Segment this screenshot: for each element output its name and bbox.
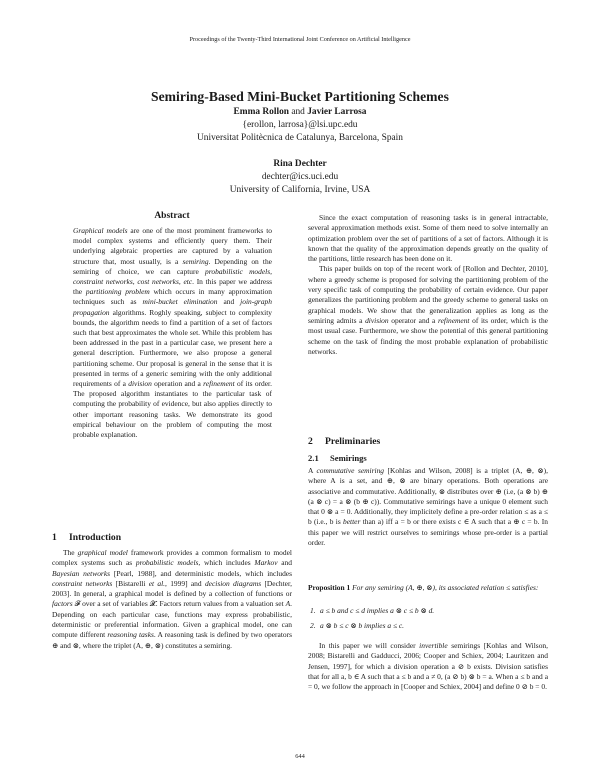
right-text: In this paper we will consider	[319, 641, 420, 650]
author-email-1: {erollon, larrosa}@lsi.upc.edu	[242, 120, 358, 130]
section-heading-preliminaries	[308, 436, 380, 447]
proposition-text: For any semiring (A, ⊕, ⊗), its associated relation ≤ satisfies:	[350, 583, 539, 592]
abstract-text: which occurs in many approximation techniques such as	[73, 287, 272, 307]
abstract-text: operation and a	[151, 379, 204, 389]
abstract-em: division	[128, 379, 152, 389]
author-larrosa: Javier Larrosa	[307, 107, 367, 117]
abstract-em: semiring	[182, 256, 209, 266]
author-email-2: dechter@ics.uci.edu	[261, 172, 339, 182]
right-text: This paper builds on top of the recent work of [Rollon and Dechter, 2010], where a greedy scheme is proposed for solving the partitioning problem of the very specific task of computing the probability of certain evidence. Our paper generalizes the partitioning problem and the greedy scheme to general tasks on graphical models. We show that the generalization applies as long as the semiring admits a	[308, 264, 548, 325]
paper-title: Semiring-Based Mini-Bucket Partitioning Schemes	[150, 89, 449, 104]
abstract-em: Graphical models	[73, 226, 128, 235]
abstract-text: and	[217, 297, 241, 307]
item-label: 1.	[310, 606, 316, 615]
proposition-item-2	[308, 621, 548, 631]
abstract-em: mini-bucket elimination	[142, 297, 218, 307]
intro-text: and	[277, 558, 292, 568]
author-conjunction: and	[291, 107, 305, 117]
intro-em: constraint networks	[52, 578, 113, 588]
section-title: Introduction	[69, 532, 122, 543]
subsection-number: 2.1	[308, 453, 319, 463]
abstract-em: refinement	[203, 379, 235, 389]
abstract-text: . In this paper we address the	[73, 277, 273, 297]
section-title: Preliminaries	[325, 436, 381, 447]
intro-text: . A reasoning task is defined by two operators ⊕ and ⊗, where the triplet (A, ⊕, ⊗) constitutes a semiring.	[52, 630, 292, 650]
subsection-title: Semirings	[330, 453, 367, 463]
abstract-em: partitioning problem	[85, 287, 150, 297]
section-number: 2	[308, 436, 313, 447]
proposition-label: Proposition 1	[308, 583, 351, 592]
proposition-item-1	[308, 606, 548, 616]
intro-em: Markov	[254, 558, 278, 568]
intro-em: decision diagrams	[204, 578, 262, 588]
intro-em: Bayesian networks	[52, 568, 111, 578]
abstract-text: are one of the most prominent frameworks to model complex systems and efficiently query them. Their underlying algebraic properties are captured by a valuation structure that, most usually, is a	[73, 226, 272, 266]
intro-text: , 1999] and	[165, 578, 205, 588]
right-text: A	[308, 466, 317, 475]
intro-em: graphical model	[77, 548, 128, 557]
proposition-1	[308, 583, 548, 593]
author-dechter: Rina Dechter	[273, 159, 327, 169]
abstract-text: algorithms. Roghly speaking, subject to complexity bounds, the algorithm needs to find a partition of a set of factors such that best approximates the whole set. While this problem has been addressed in the past in a particular case, we present here a general description. Furthermore, we also propose a general partitioning scheme. Our proposal is general in the sense that it is presented in terms of a generic semiring with the only additional requirements of a	[73, 307, 272, 389]
right-text: than a) iff a = b or there exists c ∈ A such that a ⊕ c = b. In this paper we will restrict ourselves to semirings whose pre-order is a partial order.	[308, 517, 548, 548]
author-affiliation-1: Universitat Politècnica de Catalunya, Barcelona, Spain	[197, 133, 403, 143]
author-rollon: Emma Rollon	[233, 107, 289, 117]
right-em: commutative semiring	[316, 466, 385, 475]
abstract-body	[73, 226, 272, 440]
right-column-intro	[308, 213, 548, 357]
right-text: operator and a	[388, 315, 438, 325]
intro-em: probabilistic models	[135, 558, 199, 568]
item-label: 2.	[310, 621, 316, 630]
right-em: better	[343, 517, 361, 527]
right-em: refinement	[437, 315, 470, 325]
intro-em: reasoning tasks	[107, 630, 154, 640]
intro-text: framework provides a common formalism to model complex systems such as	[52, 548, 292, 568]
intro-text: 𝓕 over a set of variables 𝓧. Factors return values from a valuation set	[72, 599, 286, 609]
intro-paragraph	[52, 548, 292, 651]
abstract-text: of its order. The proposed algorithm instantiates to the particular task of computing the probability of evidence, but also applies directly to other important reasoning tasks. We demonstrate its good empirical behaviour on the problem of computing the most probable explanation.	[73, 379, 272, 440]
intro-text: [Dechter, 2003]. In general, a graphical model is defined by a collection of functions or	[52, 578, 293, 599]
author-line-1	[0, 106, 600, 118]
right-text: [Kohlas and Wilson, 2008] is a triplet (A, ⊕, ⊗), where A is a set, and ⊕, ⊗ are binary operations. Both operations are associative and commutative. Additionally, ⊗ distributes over ⊕ (i.e, (a ⊗ b) ⊕ (a ⊗ c) = a ⊗ (b ⊕ c)). Commutative semirings have a unique 0 element such that 0 ⊗ a = 0. Additionally, they implicitely define a pre-order relation ≤ as a ≤ b (i.e., b is	[308, 466, 548, 527]
intro-text: . Depending on each particular case, functions may express probabilistic, deterministic or preferential information. Given a graphical model, one can compute different	[52, 599, 292, 640]
right-text: of its order, which is the most usual case. Furthermore, we show the potential of this general partitioning scheme on the task of finding the most probable explanation of probabilistic networks.	[308, 315, 548, 356]
section-number: 1	[52, 532, 57, 543]
intro-text: , which includes	[198, 558, 255, 568]
right-paragraph-1: Since the exact computation of reasoning tasks is in general intractable, several approximation methods exist. Some of them need to solve internally an optimization problem over the set of partitions of a set of factors. Although it is known that the quality of the approximation depends greatly on the quality of the partitions, little research has been done on it.	[308, 213, 548, 264]
intro-em: et al.	[148, 578, 166, 588]
page-number: 644	[295, 753, 305, 760]
right-em: division	[365, 315, 389, 325]
abstract-heading: Abstract	[154, 211, 190, 221]
right-paragraph-2	[308, 264, 548, 357]
abstract-em: join-graph propagation	[73, 297, 272, 317]
right-em: invertible	[419, 641, 448, 650]
intro-text: The	[63, 548, 78, 557]
item-text: a ≤ b and c ≤ d implies a ⊗ c ≤ b ⊗ d.	[320, 606, 435, 615]
item-text: a ⊗ b ≤ c ⊗ b implies a ≤ c.	[320, 621, 405, 630]
subsection-heading-semirings	[308, 453, 367, 463]
intro-text: [Pearl, 1988], and deterministic models, which includes	[110, 568, 292, 578]
author-affiliation-2: University of California, Irvine, USA	[229, 185, 371, 195]
semirings-paragraph	[308, 466, 548, 548]
section-heading-introduction	[52, 532, 121, 543]
intro-text: [Bistarelli	[112, 578, 149, 588]
right-text: semirings [Kohlas and Wilson, 2008; Bistarelli and Gadducci, 2006; Cooper and Schiex, 2004; Lauritzen and Jensen, 1997], for which a division operation a ⊘ b exists. Division satisfies that for all a, b ∈ A such that a ≤ b and a ≠ 0, (a ⊘ b) ⊗ b = a. When a ≤ b and a = 0, we follow the approach in [Cooper and Schiex, 2004] and define 0 ⊘ b = 0.	[308, 641, 548, 692]
abstract-text: . Depending on the semiring of choice, we can capture	[73, 256, 272, 276]
abstract-em: probabilistic models, constraint networks, cost networks, etc	[73, 266, 272, 287]
intro-em: A	[285, 599, 291, 609]
invertible-paragraph	[308, 641, 548, 692]
running-head: Proceedings of the Twenty-Third International Joint Conference on Artificial Intelligence	[189, 36, 411, 43]
intro-em: factors	[52, 599, 73, 609]
